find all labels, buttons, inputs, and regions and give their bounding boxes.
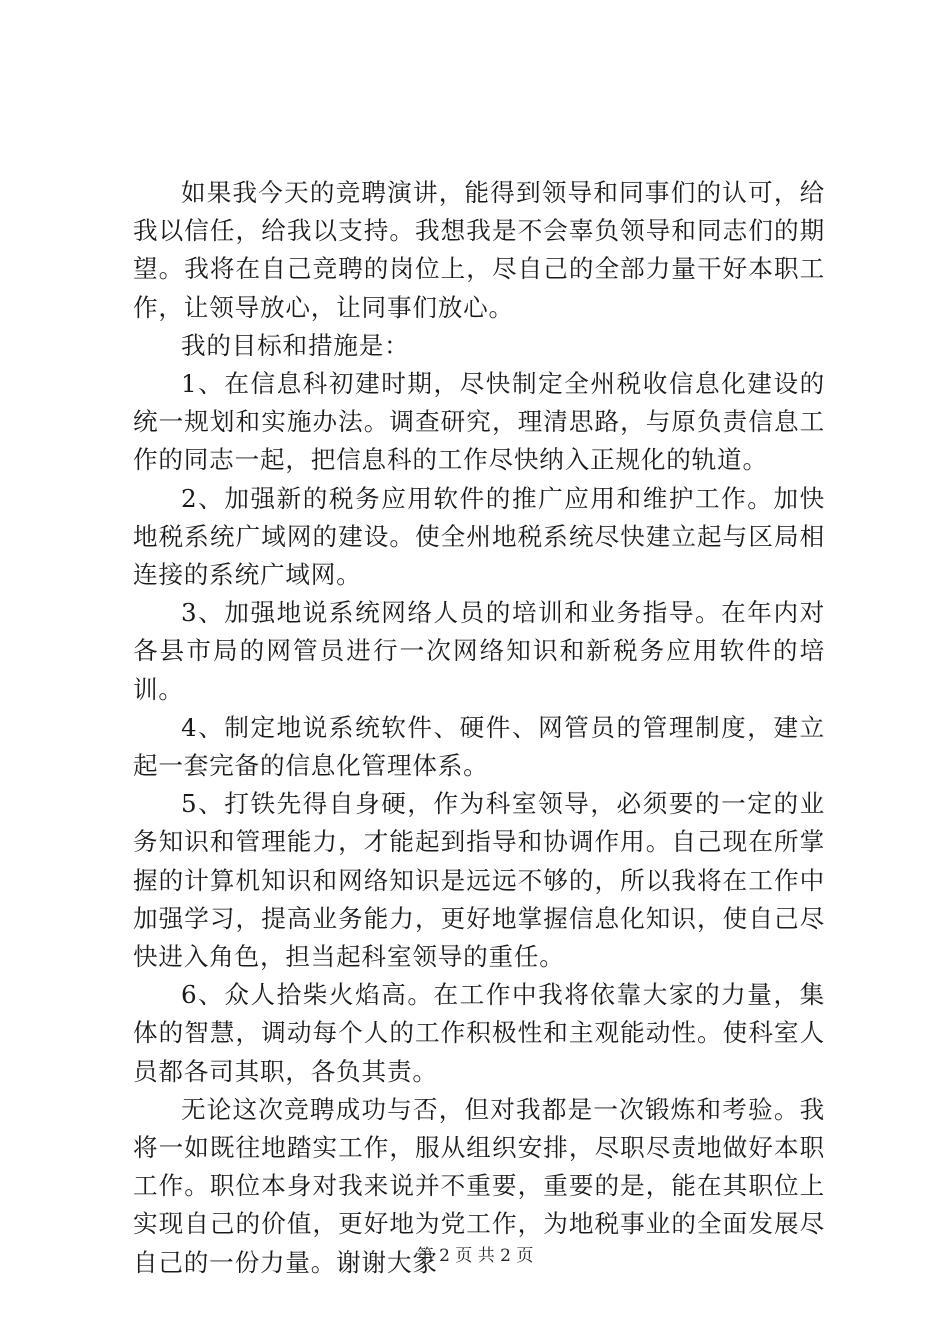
document-body [133, 174, 825, 1282]
paragraph-item-1: 1、在信息科初建时期，尽快制定全州税收信息化建设的统一规划和实施办法。调查研究，理清思路，与原负责信息工作的同志一起，把信息科的工作尽快纳入正规化的轨道。 [133, 369, 825, 475]
paragraph-opening: 如果我今天的竞聘演讲，能得到领导和同事们的认可，给我以信任，给我以支持。我想我是不会辜负领导和同志们的期望。我将在自己竞聘的岗位上，尽自己的全部力量干好本职工作，让领导放心，让同事们放心。 [133, 178, 825, 322]
paragraph-item-4: 4、制定地说系统软件、硬件、网管员的管理制度，建立起一套完备的信息化管理体系。 [133, 712, 825, 781]
paragraph-item-2: 2、加强新的税务应用软件的推广应用和维护工作。加快地税系统广域网的建设。使全州地税系统尽快建立起与区局相连接的系统广域网。 [133, 483, 825, 590]
paragraph-goals-heading: 我的目标和措施是： [180, 330, 410, 360]
paragraph-item-6: 6、众人拾柴火焰高。在工作中我将依靠大家的力量，集体的智慧，调动每个人的工作积极性和主观能动性。使科室人员都各司其职，各负其责。 [133, 980, 825, 1086]
page-number-footer: 第 2 页 共 2 页 [416, 1246, 534, 1266]
paragraph-closing: 无论这次竞聘成功与否，但对我都是一次锻炼和考验。我将一如既往地踏实工作，服从组织安排，尽职尽责地做好本职工作。职位本身对我来说并不重要，重要的是，能在其职位上实现自己的价值，更好地为党工作，为地税事业的全面发展尽自己的一份力量。谢谢大家 [133, 1094, 825, 1277]
paragraph-item-3: 3、加强地说系统网络人员的培训和业务指导。在年内对各县市局的网管员进行一次网络知识和新税务应用软件的培训。 [133, 598, 825, 704]
paragraph-item-5: 5、打铁先得自身硬，作为科室领导，必须要的一定的业务知识和管理能力，才能起到指导和协调作用。自己现在所掌握的计算机知识和网络知识是远远不够的，所以我将在工作中加强学习，提高业务能力，更好地掌握信息化知识，使自己尽快进入角色，担当起科室领导的重任。 [133, 789, 825, 972]
